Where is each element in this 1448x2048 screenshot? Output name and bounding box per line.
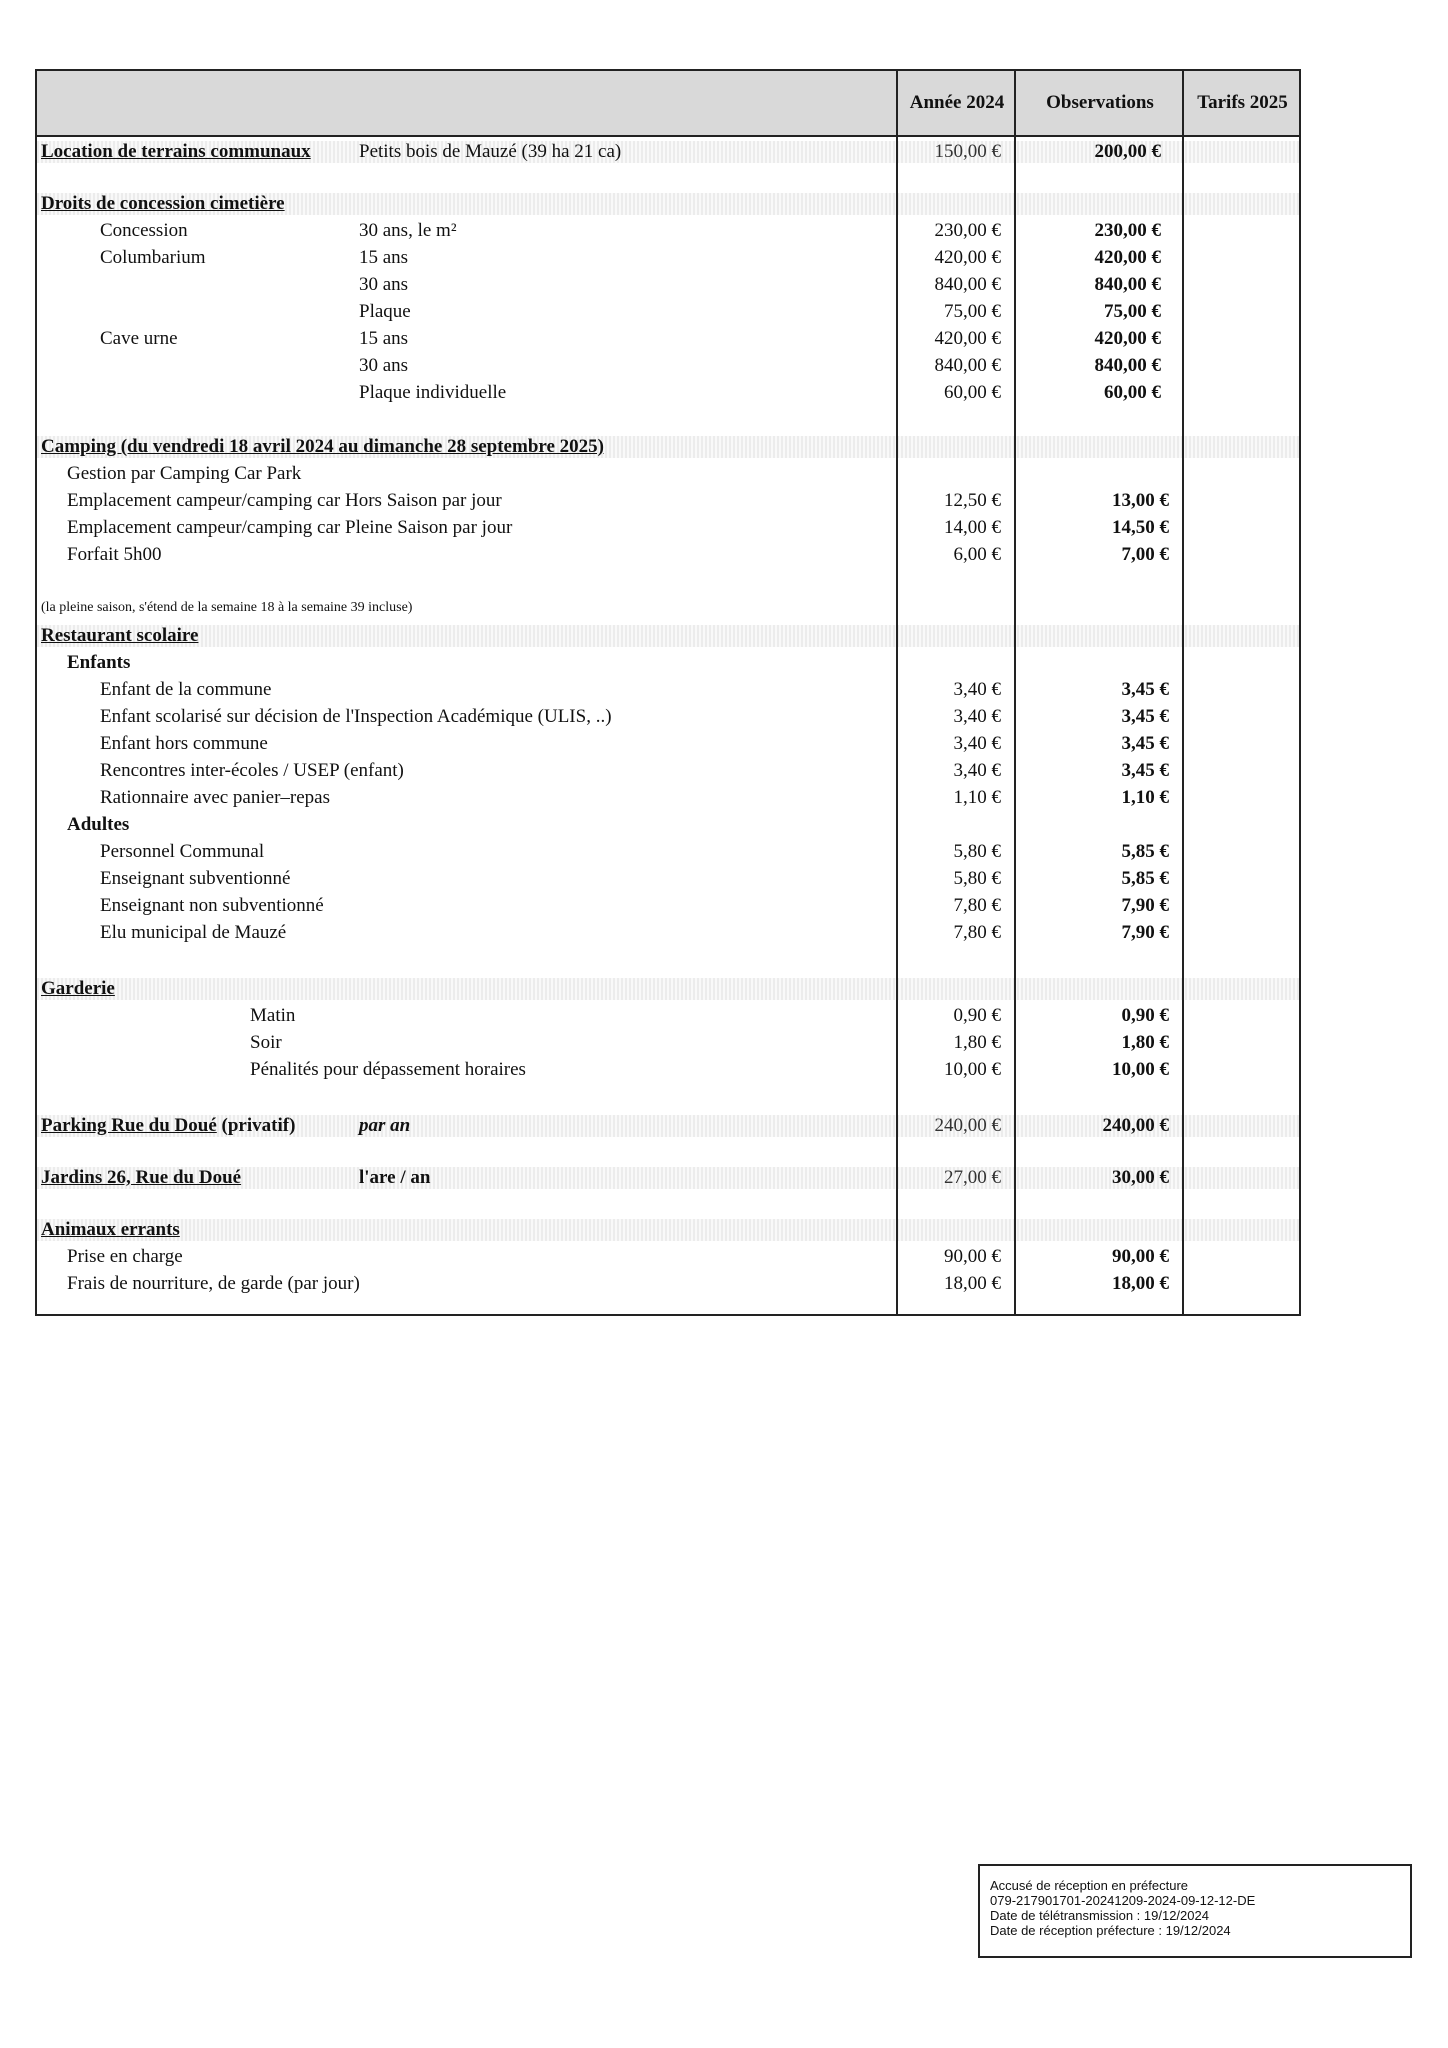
cimetiere-value-2024: 420,00 € (934, 328, 1001, 349)
restaurant-value-2025: 3,45 € (1121, 760, 1169, 781)
section-restaurant-title: Restaurant scolaire (41, 625, 199, 646)
camping-value-2024: 6,00 € (953, 544, 1001, 565)
restaurant-adultes-label: Adultes (67, 814, 130, 835)
table-header (37, 71, 1299, 137)
cimetiere-value-2025: 840,00 € (1094, 274, 1161, 295)
cimetiere-value-2025: 60,00 € (1104, 382, 1161, 403)
cimetiere-value-2024: 840,00 € (934, 355, 1001, 376)
cimetiere-value-2025: 75,00 € (1104, 301, 1161, 322)
restaurant-value-2024: 3,40 € (953, 733, 1001, 754)
parking-suffix: (privatif) (216, 1115, 296, 1136)
restaurant-value-2024: 3,40 € (953, 760, 1001, 781)
section-parking-title (41, 1114, 295, 1138)
restaurant-row-label: Elu municipal de Mauzé (100, 922, 287, 943)
camping-season-note: (la pleine saison, s'étend de la semaine 18 à la semaine 39 incluse) (41, 600, 413, 615)
row-band (37, 978, 1299, 1000)
header-tarifs-2025: Tarifs 2025 (1197, 92, 1288, 113)
jardins-value-2025: 30,00 € (1112, 1167, 1169, 1188)
animaux-value-2025: 90,00 € (1112, 1246, 1169, 1267)
animaux-row-label: Frais de nourriture, de garde (par jour) (67, 1273, 360, 1294)
parking-unit: par an (359, 1115, 411, 1136)
row-band (37, 1219, 1299, 1241)
camping-row-label: Emplacement campeur/camping car Hors Saison par jour (67, 490, 502, 511)
section-camping-title: Camping (du vendredi 18 avril 2024 au dimanche 28 septembre 2025) (41, 436, 604, 457)
garderie-value-2024: 1,80 € (953, 1032, 1001, 1053)
restaurant-row-label: Enfant de la commune (100, 679, 272, 700)
stamp-line: Date de télétransmission : 19/12/2024 (990, 1908, 1209, 1923)
parking-title: Parking Rue du Doué (41, 1115, 217, 1136)
restaurant-value-2025: 3,45 € (1121, 733, 1169, 754)
section-animaux-title: Animaux errants (41, 1219, 180, 1240)
cimetiere-value-2025: 420,00 € (1094, 328, 1161, 349)
parking-value-2025: 240,00 € (1102, 1115, 1169, 1136)
animaux-row-label: Prise en charge (67, 1246, 183, 1267)
restaurant-row-label: Enfant scolarisé sur décision de l'Inspection Académique (ULIS, ..) (100, 706, 612, 727)
garderie-value-2025: 1,80 € (1121, 1032, 1169, 1053)
camping-row-label: Gestion par Camping Car Park (67, 463, 302, 484)
stamp-line: Date de réception préfecture : 19/12/2024 (990, 1923, 1231, 1938)
camping-value-2025: 7,00 € (1121, 544, 1169, 565)
tariff-table (35, 69, 1301, 1316)
animaux-value-2024: 18,00 € (944, 1273, 1001, 1294)
section-garderie-title: Garderie (41, 978, 115, 999)
jardins-value-2024: 27,00 € (944, 1167, 1001, 1188)
cimetiere-value-2025: 420,00 € (1094, 247, 1161, 268)
restaurant-row-label: Personnel Communal (100, 841, 265, 862)
restaurant-value-2025: 3,45 € (1121, 679, 1169, 700)
restaurant-row-label: Enseignant subventionné (100, 868, 291, 889)
cimetiere-label: Columbarium (100, 247, 206, 268)
restaurant-enfants-label: Enfants (67, 652, 131, 673)
camping-row-label: Forfait 5h00 (67, 544, 162, 565)
stamp-line: Accusé de réception en préfecture (990, 1878, 1189, 1893)
restaurant-value-2024: 7,80 € (953, 895, 1001, 916)
cimetiere-sub: 15 ans (359, 247, 409, 268)
animaux-value-2024: 90,00 € (944, 1246, 1001, 1267)
restaurant-row-label: Rencontres inter-écoles / USEP (enfant) (100, 760, 404, 781)
animaux-value-2025: 18,00 € (1112, 1273, 1169, 1294)
restaurant-value-2024: 5,80 € (953, 841, 1001, 862)
camping-value-2024: 12,50 € (944, 490, 1001, 511)
restaurant-row-label: Enseignant non subventionné (100, 895, 324, 916)
cimetiere-value-2024: 840,00 € (934, 274, 1001, 295)
header-observations: Observations (1046, 92, 1154, 113)
cimetiere-value-2025: 840,00 € (1094, 355, 1161, 376)
restaurant-value-2025: 7,90 € (1121, 922, 1169, 943)
restaurant-value-2024: 5,80 € (953, 868, 1001, 889)
stamp-line: 079-217901701-20241209-2024-09-12-12-DE (990, 1893, 1256, 1908)
restaurant-row-label: Rationnaire avec panier–repas (100, 787, 330, 808)
cimetiere-value-2024: 75,00 € (944, 301, 1001, 322)
cimetiere-sub: Plaque individuelle (359, 382, 507, 403)
camping-value-2025: 14,50 € (1112, 517, 1169, 538)
garderie-value-2025: 10,00 € (1112, 1059, 1169, 1080)
cimetiere-value-2025: 230,00 € (1094, 220, 1161, 241)
restaurant-value-2024: 1,10 € (953, 787, 1001, 808)
location-value-2024: 150,00 € (934, 141, 1001, 162)
garderie-value-2025: 0,90 € (1121, 1005, 1169, 1026)
restaurant-value-2025: 5,85 € (1121, 868, 1169, 889)
cimetiere-value-2024: 230,00 € (934, 220, 1001, 241)
restaurant-value-2024: 3,40 € (953, 679, 1001, 700)
row-band (37, 625, 1299, 647)
garderie-row-label: Matin (250, 1005, 296, 1026)
garderie-value-2024: 10,00 € (944, 1059, 1001, 1080)
section-cimetiere-title: Droits de concession cimetière (41, 193, 285, 214)
camping-value-2025: 13,00 € (1112, 490, 1169, 511)
restaurant-value-2025: 3,45 € (1121, 706, 1169, 727)
restaurant-value-2024: 3,40 € (953, 706, 1001, 727)
camping-value-2024: 14,00 € (944, 517, 1001, 538)
location-description: Petits bois de Mauzé (39 ha 21 ca) (359, 141, 622, 162)
cimetiere-sub: 15 ans (359, 328, 409, 349)
parking-value-2024: 240,00 € (934, 1115, 1001, 1136)
cimetiere-sub: 30 ans, le m² (359, 220, 457, 241)
garderie-row-label: Soir (250, 1032, 282, 1053)
restaurant-value-2025: 1,10 € (1121, 787, 1169, 808)
jardins-unit: l'are / an (359, 1167, 431, 1188)
cimetiere-label: Concession (100, 220, 188, 241)
cimetiere-value-2024: 60,00 € (944, 382, 1001, 403)
cimetiere-label: Cave urne (100, 328, 178, 349)
restaurant-row-label: Enfant hors commune (100, 733, 268, 754)
restaurant-value-2024: 7,80 € (953, 922, 1001, 943)
header-annee-2024: Année 2024 (909, 92, 1005, 113)
location-value-2025: 200,00 € (1094, 141, 1161, 162)
cimetiere-sub: Plaque (359, 301, 411, 322)
garderie-value-2024: 0,90 € (953, 1005, 1001, 1026)
column-divider (1182, 71, 1184, 1314)
restaurant-value-2025: 5,85 € (1121, 841, 1169, 862)
section-jardins-title: Jardins 26, Rue du Doué (41, 1167, 242, 1188)
garderie-row-label: Pénalités pour dépassement horaires (250, 1059, 526, 1080)
cimetiere-sub: 30 ans (359, 355, 409, 376)
cimetiere-value-2024: 420,00 € (934, 247, 1001, 268)
restaurant-value-2025: 7,90 € (1121, 895, 1169, 916)
cimetiere-sub: 30 ans (359, 274, 409, 295)
prefecture-receipt-stamp (978, 1864, 1412, 1958)
camping-row-label: Emplacement campeur/camping car Pleine Saison par jour (67, 517, 513, 538)
section-location-title: Location de terrains communaux (41, 141, 311, 162)
